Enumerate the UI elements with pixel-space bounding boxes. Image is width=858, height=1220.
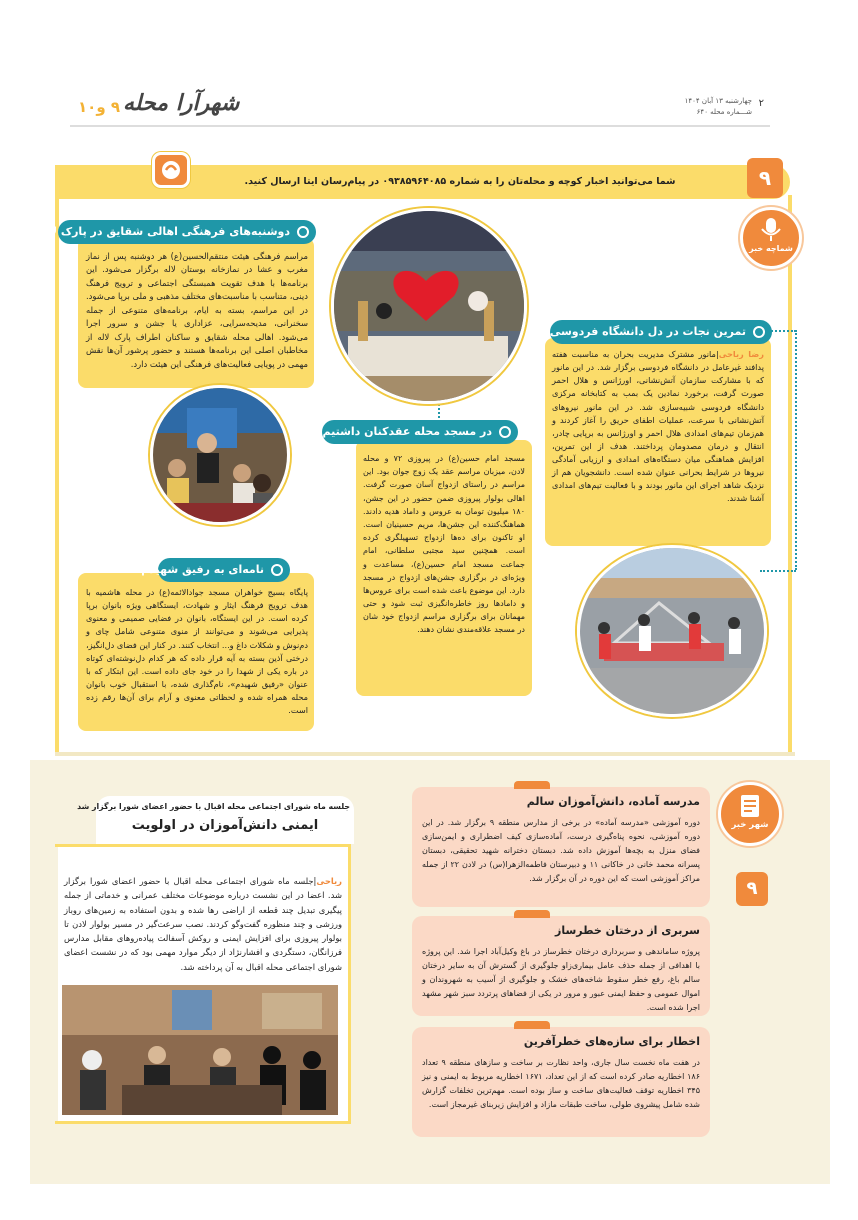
news-item-body: در هفت ماه نخست سال جاری، واحد نظارت بر ساخت و سازهای منطقه ۹ تعداد ۱۸۶ اخطاریه صادر کرده است که از این تعداد، ۱۶۷۱ اخطاریه مربوط به ایمنی و نیز ۳۴۵ اخطاریه توقف فعالیت‌های ساخت و ساز بوده است. مهم‌ترین تخلفات گزارش شده شامل پیشروی طولی، ساخت طبقات مازاد و افزایش زیربنای غیرمجاز است. [422, 1058, 700, 1109]
drill-photo [577, 545, 767, 717]
news-item-title: سربری از درختان خطرساز [555, 924, 700, 937]
letter-title [141, 558, 290, 582]
news-tab [514, 1021, 550, 1029]
news-item [412, 787, 710, 907]
bullet-icon [271, 564, 283, 576]
eitaa-icon [152, 152, 190, 188]
side-badge [740, 207, 802, 269]
chat-icon [155, 155, 187, 185]
city-news-district-badge [736, 872, 768, 906]
yellow-rail-right [788, 195, 792, 755]
news-item-body: دوره آموزشی «مدرسه آماده» در برخی از مدارس منطقه ۹ برگزار شد. در این دوره آموزشی، نحوه پناه‌گیری درست، آماده‌سازی کیف اضطراری و ایمن‌سازی فضای منزل به بچه‌ها آموزش داده شد. دبستان دخترانه شهید تحقیقی، دبستان پسرانه محمد خانی در خاکانی ۱۱ و دبیرستان فاطمه‌الزهرا(س) در لادن ۲۲ از جمله مراکز آموزشی است که این دوره در آن برگزار شد. [422, 818, 700, 883]
page-number: ۲ [758, 98, 764, 109]
side-badge-label: شماچه خبر [749, 244, 793, 253]
news-item-title: مدرسه آماده، دانش‌آموزان سالم [526, 795, 700, 808]
drill-photo-art [577, 548, 764, 717]
issue-date: چهارشنبه ۱۳ آبان ۱۴۰۴ [684, 97, 752, 105]
news-tab [514, 781, 550, 789]
gathering-photo [150, 385, 290, 525]
wedding-photo [331, 208, 527, 404]
news-item-title: اخطار برای سازه‌های خطرآفرین [523, 1035, 700, 1048]
council-photo-art [62, 985, 338, 1115]
council-photo [62, 985, 338, 1115]
page-header [60, 88, 780, 124]
gathering-photo-art [150, 388, 287, 525]
council-body [64, 874, 342, 974]
connector [795, 330, 797, 570]
connector [768, 330, 796, 332]
drill-body [552, 348, 764, 506]
news-item [412, 1027, 710, 1137]
connector [760, 570, 796, 572]
council-body-text: |جلسه ماه شورای اجتماعی محله اقبال با حضور اعضای شورا برگزار شد. اعضا در این نشست درباره موضوعات مختلف عمرانی و خدماتی از جمله پیگیری تبدیل چند قطعه از اراضی رها شده و بدون استفاده به زمین‌های روباز ورزشی و چند منظوره گفت‌وگو کردند. نصب سرعت‌گیر در مسیر بولوار لادن تا بولوار پیروزی برای افزایش ایمنی و روکش آسفالت پیاده‌روهای مقابل مدارس فرزانگان، دستگردی و افشارنژاد از دیگر موارد مهمی بود که در نشست اعضای شورای اجتماعی محله اقبال به آن پرداخته شد. [64, 876, 342, 972]
document-icon [738, 793, 762, 819]
council-title: ایمنی دانش‌آموزان در اولویت [131, 818, 319, 833]
news-item [412, 916, 710, 1016]
news-tab [514, 910, 550, 918]
mosque-title-text: در مسجد محله عقدکنان داشتیم [322, 425, 492, 438]
drill-body-text: |مانور مشترک مدیریت بحران به مناسبت هفته پدافند غیرعامل در دانشگاه فردوسی برگزار شد. در این مانور که با مشارکت سازمان آتش‌نشانی، اورژانس و هلال احمر صورت گرفت، برخورد نمادین یک بمب به کتابخانه مرکزی دانشگاه فردوسی شبیه‌سازی شد. در این مانور نیروهای آتش‌نشانی با سرعت، عملیات اطفای حریق را آغاز کردند و هم‌زمان تیم‌های امدادی هلال احمر و اورژانس به برپایی چادر، انتقال و درمان مصدومان پرداختند. هدف از این تمرین، افزایش هماهنگی میان دستگاه‌های امدادی و ارزیابی آمادگی نیروها در شرایط بحرانی عنوان شده است. دانشجویان هم از نزدیک شاهد اجرای این مانور بودند و با فعالیت تیم‌های امدادی آشنا شدند. [552, 349, 764, 504]
drill-title-text: تمرین نجات در دل دانشگاه فردوسی [549, 325, 746, 338]
yellow-rail-bottom [55, 752, 795, 756]
issue-number: شـــماره محله ۶۴۰ [696, 107, 752, 116]
wedding-photo-art [331, 211, 524, 404]
mosque-title [322, 420, 518, 444]
logo-district: ۹ و۱۰ [78, 98, 121, 116]
council-author: ریاحی [316, 876, 342, 886]
city-news-label: شهر خبر [731, 820, 769, 830]
microphone-icon [758, 216, 784, 244]
news-item-body: پروژه ساماندهی و سربرداری درختان خطرساز در باغ وکیل‌آباد اجرا شد. این پروژه با اهدافی از جمله حذف عامل بیماری‌زاو جلوگیری از گسترش آن به سایر درختان سالم باغ، رفع خطر سقوط شاخه‌های خشک و جلوگیری از آسیب به شهروندان و اموال عمومی و حفظ ایمنی عبور و مرور در یکی از فضاهای پرتردد سبز شهر مشهد اجرا شده است. [422, 947, 700, 1012]
letter-body: پایگاه بسیج خواهران مسجد جوادالائمه(ع) در محله هاشمیه با هدف ترویج فرهنگ ایثار و شهادت، ایستگاهی ویژه بانوان برپا کرده است. در این ایستگاه، بانوان در فضایی صمیمی و معنوی پذیرایی می‌شوند و می‌توانند از منوی متنوعی شامل چای و دم‌نوش و شکلات داغ و... انتخاب کنند. در کنار این فضای دل‌انگیز، درختی آذین بسته به آیه قرار داده که هر کدام دل‌نوشته‌ای کوتاه در باره یکی از شهدا را در خود جای داده است. این ابتکار که با عنوان «رفیق شهیدم»، نام‌گذاری شده، با استقبال خوب بانوان محله همراه شده و لحظاتی معنوی و آرام برای آن‌ها رقم زده است. [85, 587, 308, 716]
monday-title [38, 220, 316, 244]
drill-author: رضا رباحی [718, 349, 764, 359]
banner-text: شما می‌توانید اخبار کوچه و محله‌تان را به شماره ۰۹۳۸۵۹۶۴۰۸۵ در پیام‌رسان ایتا ارسال کنید. [244, 176, 676, 187]
city-news-district-number: ۹ [746, 878, 758, 899]
side-district-badge [747, 158, 783, 198]
logo-text: شهرآرا محله [123, 90, 240, 116]
issue-info [642, 96, 752, 117]
bullet-icon [753, 326, 765, 338]
header-rule [70, 125, 770, 127]
bullet-icon [297, 226, 309, 238]
logo [78, 88, 268, 122]
drill-title [550, 320, 772, 344]
mosque-body: مسجد امام حسین(ع) در پیروزی ۷۲ و محله لادن، میزبان مراسم عقد یک زوج جوان بود. این مراسم در راستای ازدواج آسان صورت گرفت. اهالی بولوار پیروزی ضمن حضور در این جشن، ۱۸۰ میلیون تومان به عروس و داماد هدیه دادند. هماهنگ‌کننده این جشن‌ها، مریم حسینیان است. او تاکنون برای ده‌ها ازدواج تسهیلگری کرده است. همچنین سید مجتبی سلطانی، امام جماعت مسجد امام حسین(ع)، مساعدت و ویژه‌ای در برگزاری جشن‌های ازدواج در مسجد دارد. این موضوع باعث شده است برای عروس‌ها و دامادها روز خاطره‌انگیزی ثبت شود و حتی مهمانان برای برگزاری مراسم ازدواج خود شان در مسجد علاقه‌مندی نشان دهند. [363, 454, 525, 635]
council-kicker: جلسه ماه شورای اجتماعی محله اقبال با حضور اعضای شورا برگزار شد [77, 802, 350, 811]
side-district-number: ۹ [758, 166, 772, 190]
monday-body: مراسم فرهنگی هیئت منتقم‌الحسین(ع) هر دوشنبه پس از نماز مغرب و عشا در نمازخانه بوستان لاله برگزار می‌شود. این برنامه‌ها با هدف تقویت همبستگی اجتماعی و ترویج فرهنگ دینی، متناسب با مناسبت‌های مختلف مذهبی و ملی برپا می‌شود. در این مراسم، بسته به ایام، برنامه‌های متنوعی از جمله سخنرانی، مدیحه‌سرایی، عزاداری یا جشن و سرور اجرا می‌شود. اهالی محله شقایق و ساکنان اطراف پارک لاله از مخاطبان اصلی این برنامه‌ها هستند و حضور پرشور آن‌ها نقش مهمی در پویایی فعالیت‌های فرهنگی این هیئت دارد. [86, 251, 308, 369]
monday-title-text: دوشنبه‌های فرهنگی اهالی شقایق در پارک لاله [38, 225, 290, 238]
letter-title-text: نامه‌ای به رفیق شهیدم [141, 563, 264, 576]
bullet-icon [499, 426, 511, 438]
yellow-rail-left [55, 165, 59, 755]
city-news-badge [718, 782, 782, 846]
